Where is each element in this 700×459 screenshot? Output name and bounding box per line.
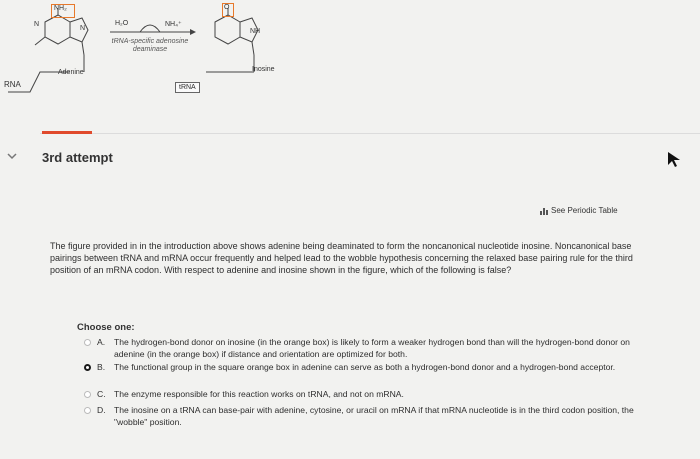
bar-chart-icon [540,207,548,215]
water-label: H₂O [115,20,129,27]
n-label-right: N [80,25,86,32]
option-d[interactable] [84,405,644,428]
option-a[interactable] [84,337,644,360]
radio-c[interactable] [84,391,91,398]
option-letter: B. [97,362,106,372]
option-letter: A. [97,337,106,347]
option-text: The enzyme responsible for this reaction works on tRNA, and not on mRNA. [114,389,404,399]
trna-box: tRNA [175,82,200,93]
cursor-icon [666,150,684,168]
attempt-title[interactable]: 3rd attempt [42,150,113,165]
option-b[interactable] [84,362,644,374]
nh-label: NH [250,28,261,35]
enzyme-label: tRNA-specific adenosine deaminase [111,38,189,53]
n-label-left: N [34,21,40,28]
radio-b-selected[interactable] [84,364,91,371]
chevron-down-icon[interactable] [6,150,18,162]
option-text: The inosine on a tRNA can base-pair with adenine, cytosine, or uracil on mRNA if that mRNA nucleotide is in the third codon position, the "wobble" position. [114,405,634,427]
nh2-label: NH₂ [54,5,67,12]
periodic-table-link[interactable] [540,206,618,215]
option-letter: D. [97,405,106,415]
adenine-label: Adenine [58,69,84,76]
ammonium-label: NH₄⁺ [165,21,182,28]
inosine-label: Inosine [252,66,275,73]
question-text: The figure provided in in the introduction above shows adenine being deaminated to form the noncanonical nucleotide inosine. Noncanonical base pairings between tRNA and mRNA occur frequently and helped lead to the wobble hypothesis concerning the relaxed base pairing rule for the third position of an mRNA codon. With respect to adenine and inosine shown in the figure, which of the following is false? [50,241,633,275]
radio-d[interactable] [84,407,91,414]
radio-a[interactable] [84,339,91,346]
option-text: The functional group in the square orange box in adenine can serve as both a hydrogen-bond donor and a hydrogen-bond acceptor. [114,362,616,372]
rna-label: RNA [4,80,21,89]
reaction-figure [0,0,300,100]
option-text: The hydrogen-bond donor on inosine (in the orange box) is likely to form a weaker hydrogen bond than will the hydrogen-bond donor on adenine (in the orange box) if distance and orientation are optimized for both. [114,337,630,359]
section-divider [40,133,700,134]
o-label: O [224,4,230,11]
periodic-table-label: See Periodic Table [551,206,618,215]
choose-one-heading: Choose one: [77,322,135,333]
active-tab-indicator [42,131,92,134]
option-letter: C. [97,389,106,399]
option-c[interactable] [84,389,644,401]
